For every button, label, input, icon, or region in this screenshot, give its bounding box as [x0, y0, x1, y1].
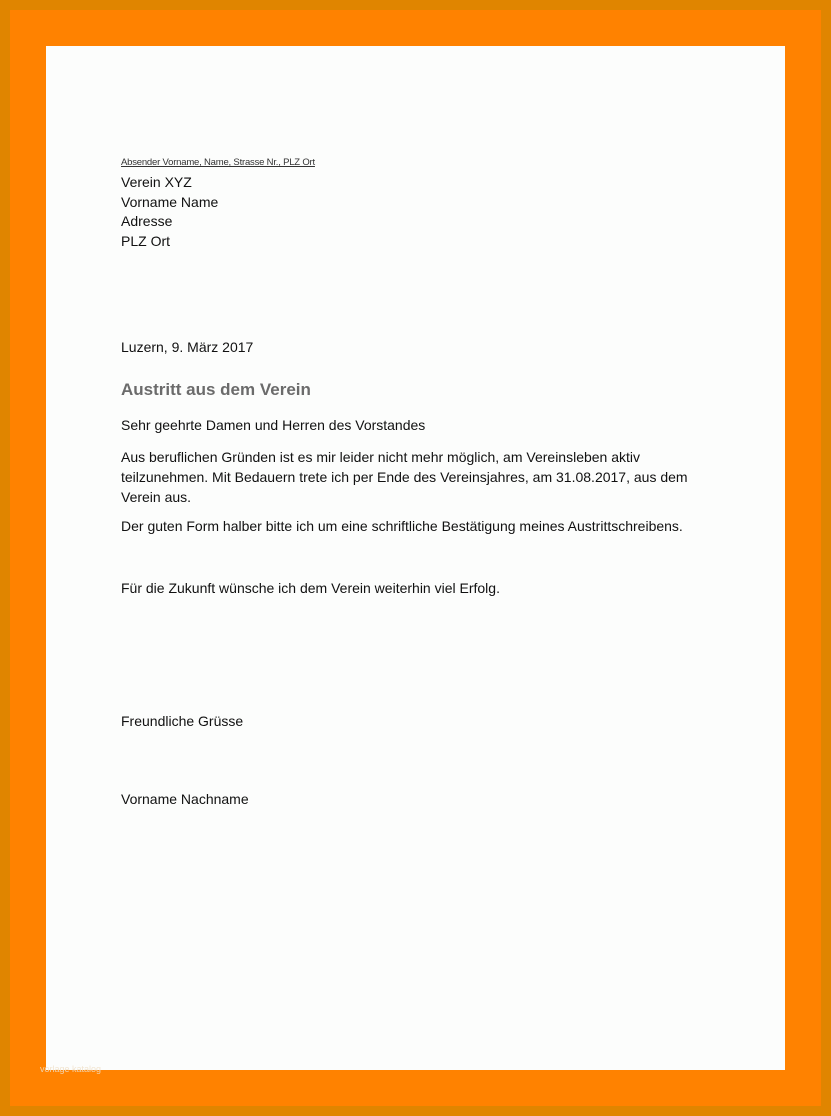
body-paragraph-2: Der guten Form halber bitte ich um eine schriftliche Bestätigung meines Austrittschreibens.	[121, 518, 683, 534]
recipient-line-street: Adresse	[121, 213, 173, 230]
recipient-line-city: PLZ Ort	[121, 233, 171, 250]
paragraph-1-line-2: teilzunehmen. Mit Bedauern trete ich per Ende des Vereinsjahres, am 31.08.2017, aus dem	[121, 469, 688, 485]
closing-phrase: Freundliche Grüsse	[121, 713, 244, 729]
recipient-line-name: Vorname Name	[121, 193, 219, 210]
body-paragraph-3: Für die Zukunft wünsche ich dem Verein weiterhin viel Erfolg.	[121, 580, 500, 596]
recipient-line-organization: Verein XYZ	[121, 174, 192, 190]
sender-line: Absender Vorname, Name, Strasse Nr., PLZ Ort	[121, 157, 315, 168]
recipient-address	[121, 173, 218, 252]
subject-heading: Austritt aus dem Verein	[121, 380, 311, 399]
salutation: Sehr geehrte Damen und Herren des Vorstandes	[121, 417, 426, 433]
date-line: Luzern, 9. März 2017	[121, 339, 254, 355]
paragraph-1-line-1: Aus beruflichen Gründen ist es mir leider nicht mehr möglich, am Vereinsleben aktiv	[121, 449, 641, 465]
body-paragraph-1	[121, 447, 721, 507]
signature-name: Vorname Nachname	[121, 791, 249, 807]
watermark: vorlage katalog	[40, 1064, 102, 1074]
paragraph-1-line-3: Verein aus.	[121, 489, 192, 505]
